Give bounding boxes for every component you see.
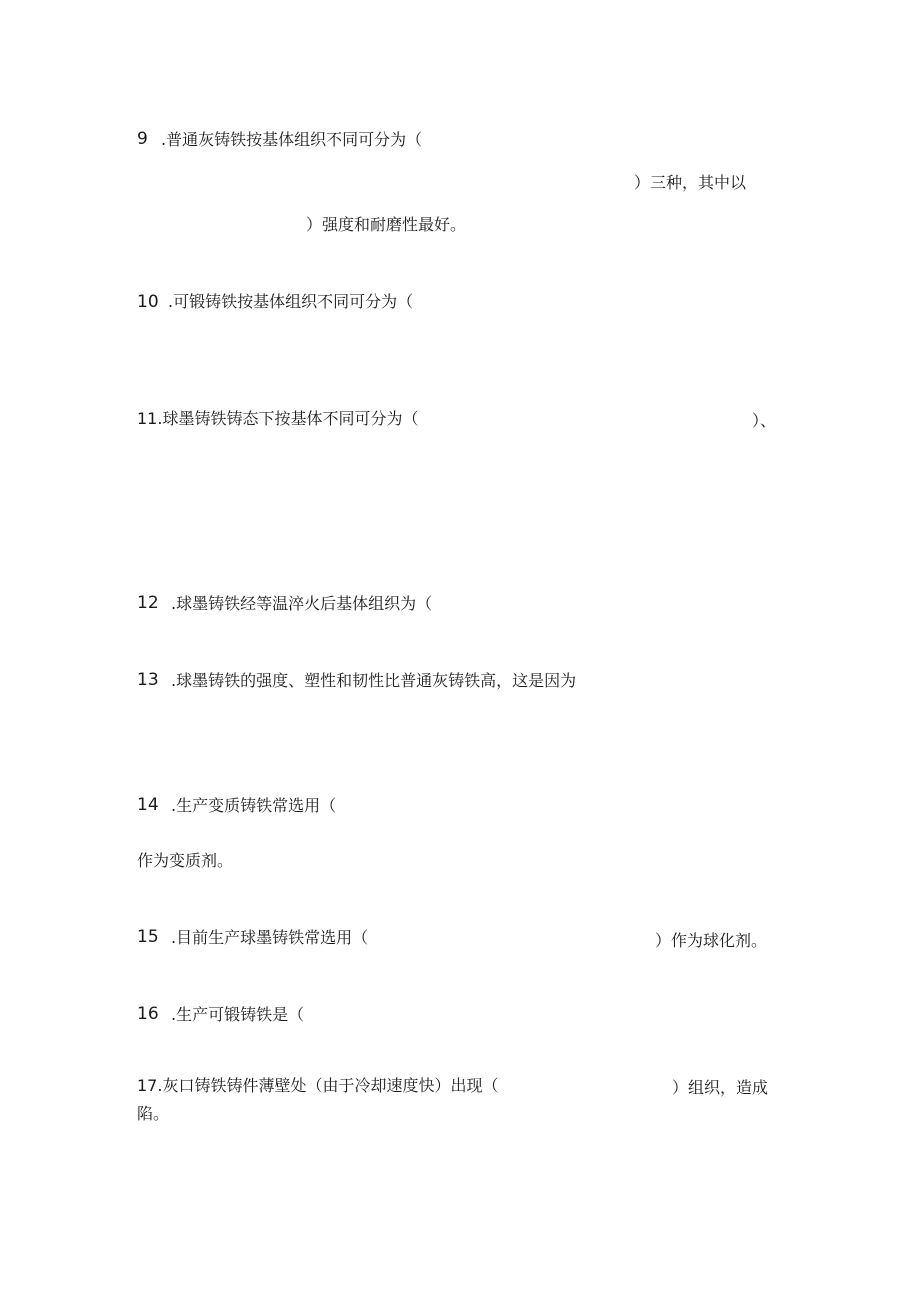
q16-text: .生产可锻铸铁是（ (171, 1005, 305, 1024)
q9-text-cont: ）三种，其中以 (634, 173, 747, 192)
q9-text-end: ）强度和耐磨性最好。 (306, 215, 467, 234)
q15-number: 15 (137, 927, 159, 947)
q10-text: .可锻铸铁按基体组织不同可分为（ (168, 292, 414, 311)
q11-tail: ）、 (752, 411, 777, 430)
q15-tail: ）作为球化剂。 (655, 931, 768, 950)
q16-number: 16 (137, 1004, 159, 1024)
q17-text-cont: 陷。 (137, 1104, 170, 1123)
q15-text: .目前生产球墨铸铁常选用（ (171, 928, 369, 947)
q13-text: .球墨铸铁的强度、塑性和韧性比普通灰铸铁高，这是因为 (171, 671, 577, 690)
q14-number: 14 (137, 795, 159, 815)
q13-number: 13 (137, 670, 159, 690)
q12-text: .球墨铸铁经等温淬火后基体组织为（ (171, 594, 433, 613)
q9-number: 9 (137, 129, 148, 149)
q17-tail: ）组织，造成 (672, 1078, 769, 1097)
q11-text: 11.球墨铸铁铸态下按基体不同可分为（ (137, 409, 419, 428)
q14-text: .生产变质铸铁常选用（ (171, 796, 337, 815)
q12-number: 12 (137, 593, 159, 613)
q10-number: 10 (137, 292, 159, 312)
q17-text: 17.灰口铸铁铸件薄壁处（由于冷却速度快）出现（ (137, 1076, 499, 1095)
q14-text-cont: 作为变质剂。 (137, 851, 234, 870)
q9-text: .普通灰铸铁按基体组织不同可分为（ (161, 130, 423, 149)
